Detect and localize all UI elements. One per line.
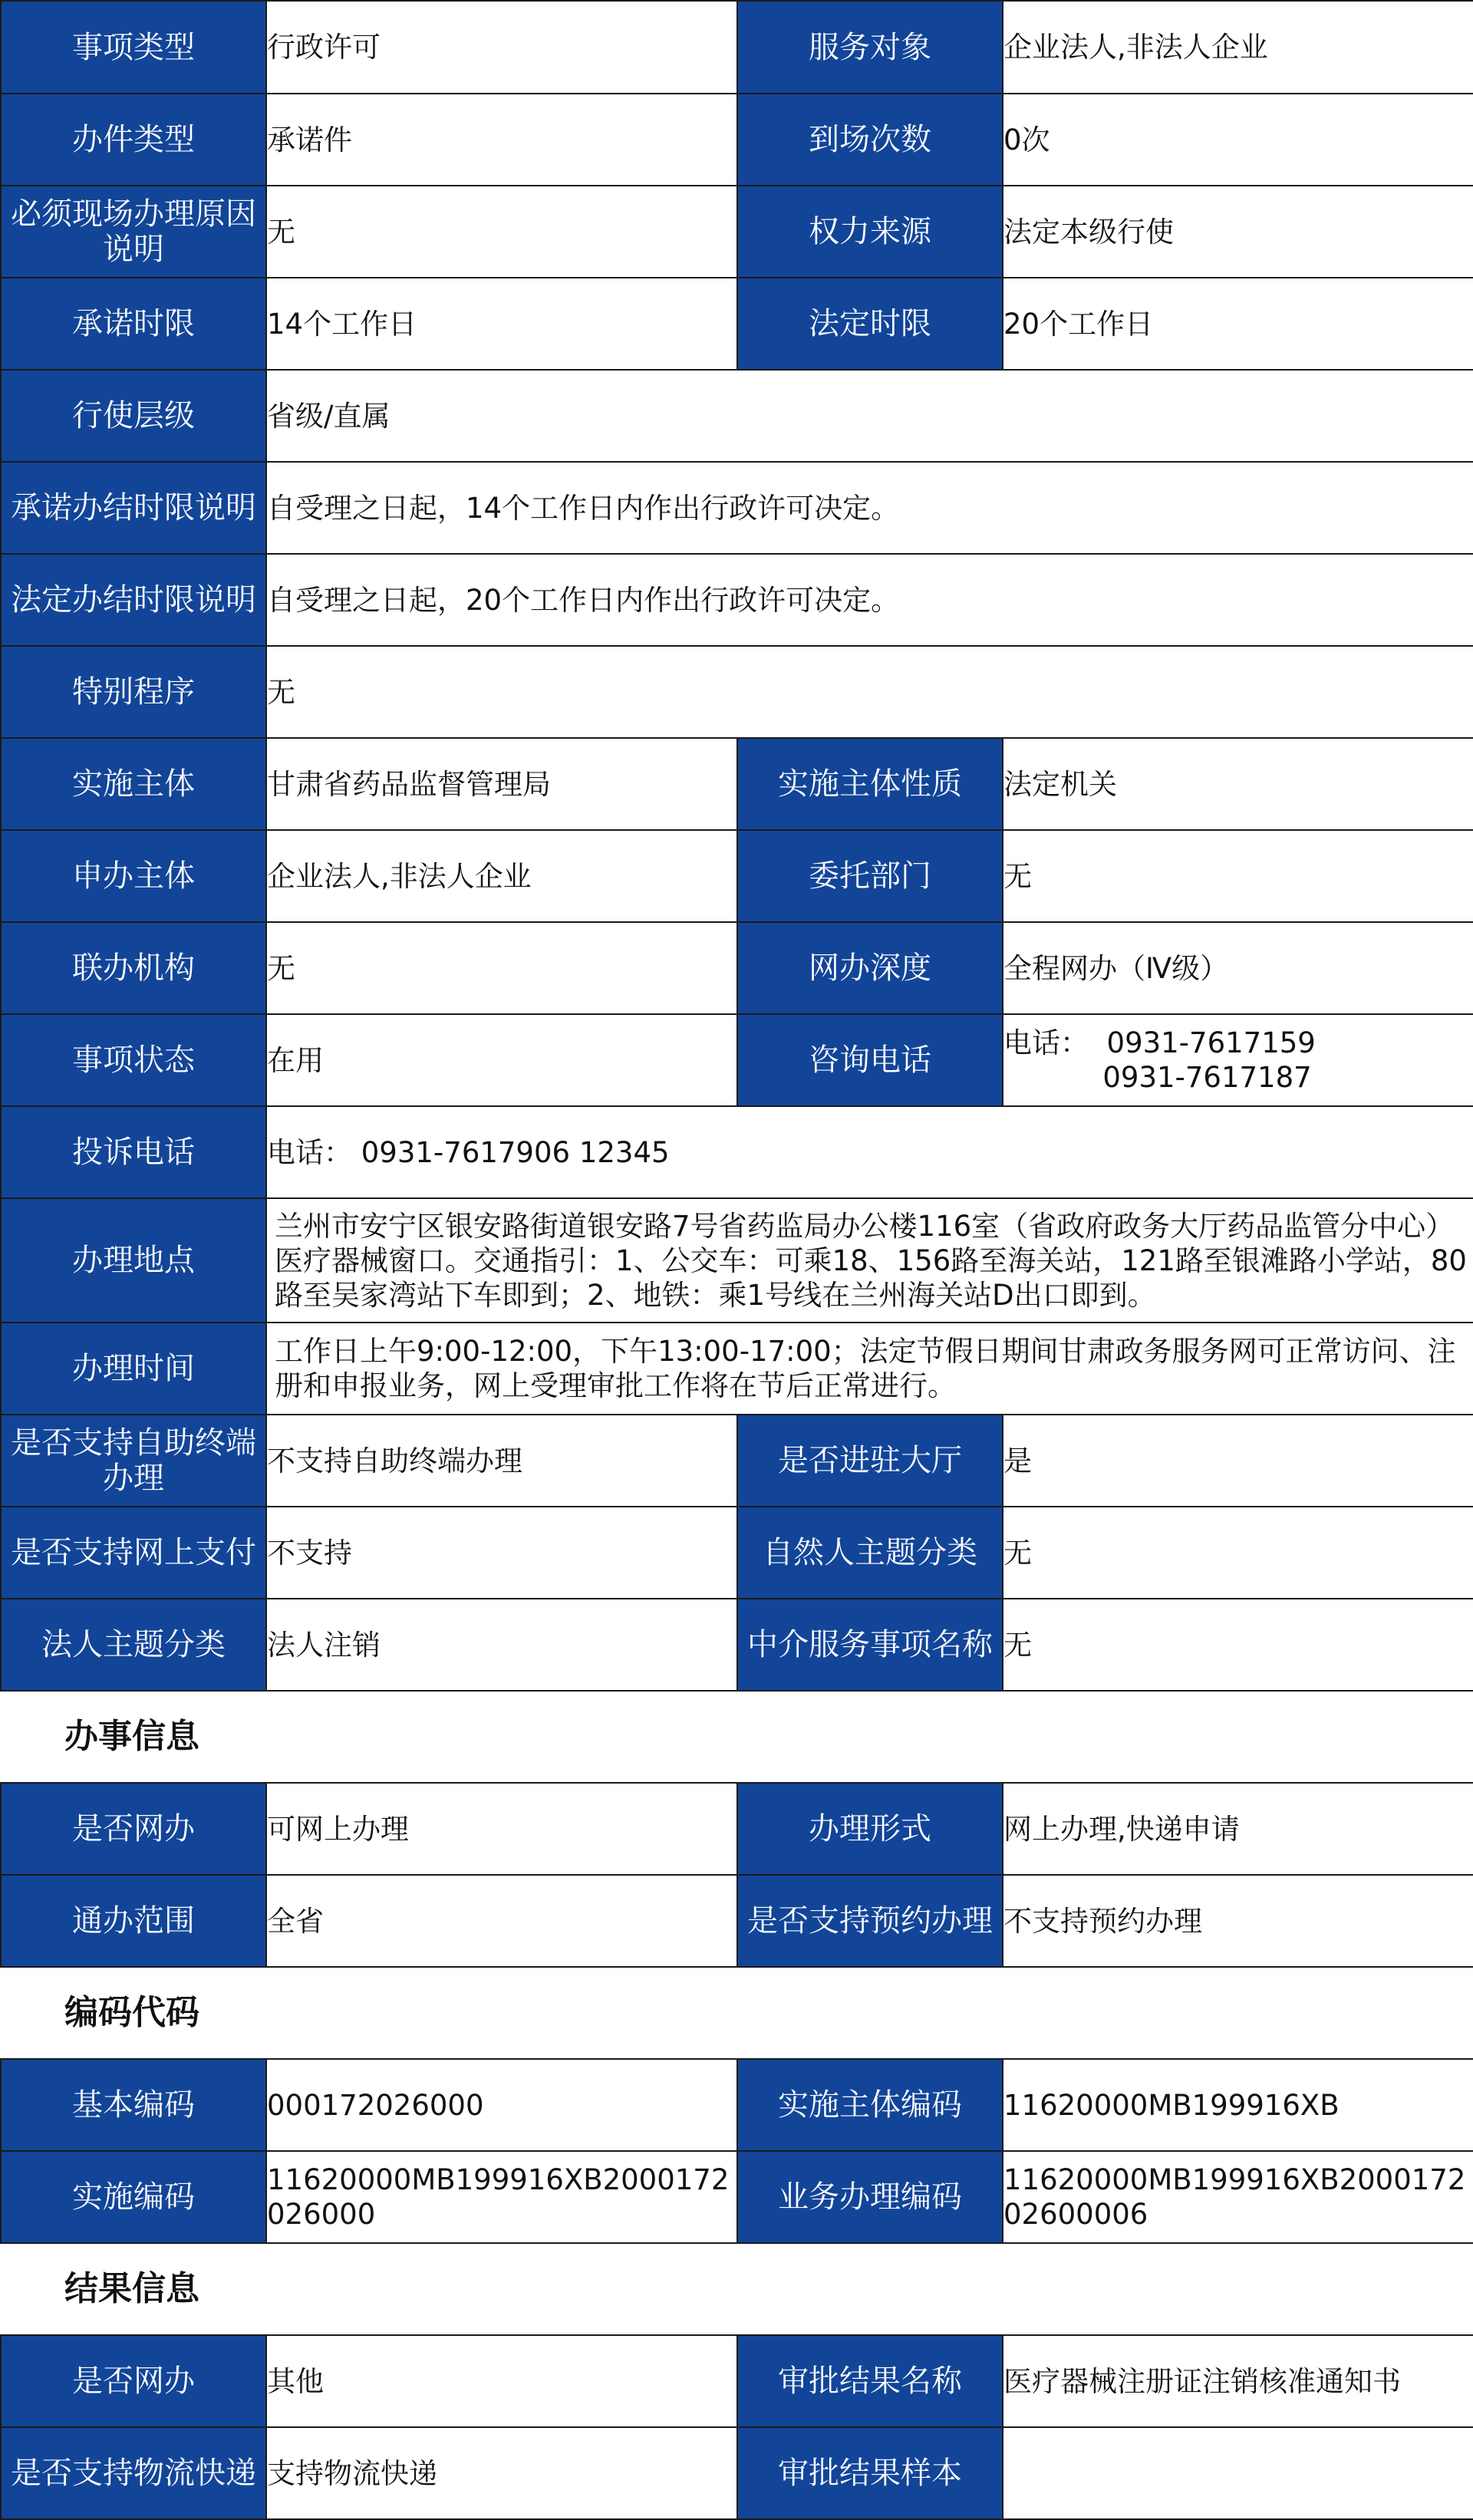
sample-label: 审批结果样本 bbox=[737, 2427, 1003, 2519]
person-theme-label: 自然人主题分类 bbox=[737, 1507, 1003, 1599]
table-row bbox=[1, 1014, 1473, 1106]
online-pay-label: 是否支持网上支付 bbox=[1, 1507, 266, 1599]
onsite-reason-value: 无 bbox=[266, 186, 737, 278]
location-label: 办理地点 bbox=[1, 1198, 266, 1323]
result-online-label: 是否网办 bbox=[1, 2335, 266, 2427]
status-label: 事项状态 bbox=[1, 1014, 266, 1106]
scope-label: 通办范围 bbox=[1, 1875, 266, 1967]
legal-limit-label: 法定时限 bbox=[737, 278, 1003, 370]
result-online-value: 其他 bbox=[266, 2335, 737, 2427]
table-row bbox=[1, 2059, 1473, 2151]
in-hall-value: 是 bbox=[1003, 1415, 1473, 1507]
onsite-reason-label: 必须现场办理原因说明 bbox=[1, 186, 266, 278]
exercise-level-value: 省级/直属 bbox=[266, 370, 1473, 462]
codes-table bbox=[0, 2058, 1473, 2244]
handling-online-label: 是否网办 bbox=[1, 1783, 266, 1875]
online-depth-value: 全程网办（Ⅳ级） bbox=[1003, 922, 1473, 1014]
legal-desc-label: 法定办结时限说明 bbox=[1, 554, 266, 646]
table-row bbox=[1, 2427, 1473, 2519]
handling-info-table bbox=[0, 1782, 1473, 1968]
handling-info-heading: 办事信息 bbox=[64, 1717, 199, 1756]
logistics-label: 是否支持物流快递 bbox=[1, 2427, 266, 2519]
consult-phone-label: 咨询电话 bbox=[737, 1014, 1003, 1106]
table-row bbox=[1, 1106, 1473, 1198]
handling-online-value: 可网上办理 bbox=[266, 1783, 737, 1875]
scope-value: 全省 bbox=[266, 1875, 737, 1967]
subject-code-value: 11620000MB199916XB bbox=[1003, 2059, 1473, 2151]
status-value: 在用 bbox=[266, 1014, 737, 1106]
self-terminal-value: 不支持自助终端办理 bbox=[266, 1415, 737, 1507]
impl-subject-value: 甘肃省药品监督管理局 bbox=[266, 738, 737, 830]
table-row bbox=[1, 1415, 1473, 1507]
visits-value: 0次 bbox=[1003, 94, 1473, 186]
legal-theme-value: 法人注销 bbox=[266, 1599, 737, 1691]
case-type-value: 承诺件 bbox=[266, 94, 737, 186]
service-target-value: 企业法人,非法人企业 bbox=[1003, 1, 1473, 94]
impl-subject-label: 实施主体 bbox=[1, 738, 266, 830]
promise-limit-label: 承诺时限 bbox=[1, 278, 266, 370]
business-code-value: 11620000MB199916XB200017202600006 bbox=[1003, 2151, 1473, 2243]
appointment-label: 是否支持预约办理 bbox=[737, 1875, 1003, 1967]
power-source-label: 权力来源 bbox=[737, 186, 1003, 278]
legal-limit-value: 20个工作日 bbox=[1003, 278, 1473, 370]
agency-label: 中介服务事项名称 bbox=[737, 1599, 1003, 1691]
complaint-phone-value: 电话： 0931-7617906 12345 bbox=[266, 1106, 1473, 1198]
promise-desc-label: 承诺办结时限说明 bbox=[1, 462, 266, 554]
location-value: 兰州市安宁区银安路街道银安路7号省药监局办公楼116室（省政府政务大厅药品监管分中心）医疗器械窗口。交通指引：1、公交车：可乘18、156路至海关站，121路至银滩路小学站，80路至吴家湾站下车即到；2、地铁：乘1号线在兰州海关站D出口即到。 bbox=[266, 1198, 1473, 1323]
subject-code-label: 实施主体编码 bbox=[737, 2059, 1003, 2151]
joint-org-label: 联办机构 bbox=[1, 922, 266, 1014]
table-row bbox=[1, 1323, 1473, 1415]
service-target-label: 服务对象 bbox=[737, 1, 1003, 94]
result-name-label: 审批结果名称 bbox=[737, 2335, 1003, 2427]
agency-value: 无 bbox=[1003, 1599, 1473, 1691]
promise-desc-value: 自受理之日起，14个工作日内作出行政许可决定。 bbox=[266, 462, 1473, 554]
codes-heading: 编码代码 bbox=[64, 1993, 199, 2032]
promise-limit-value: 14个工作日 bbox=[266, 278, 737, 370]
impl-nature-label: 实施主体性质 bbox=[737, 738, 1003, 830]
item-type-label: 事项类型 bbox=[1, 1, 266, 94]
consult-phone-line: 电话： 0931-7617159 bbox=[1003, 1026, 1316, 1059]
legal-desc-value: 自受理之日起，20个工作日内作出行政许可决定。 bbox=[266, 554, 1473, 646]
exercise-level-label: 行使层级 bbox=[1, 370, 266, 462]
table-row bbox=[1, 646, 1473, 738]
basic-code-label: 基本编码 bbox=[1, 2059, 266, 2151]
online-depth-label: 网办深度 bbox=[737, 922, 1003, 1014]
self-terminal-label: 是否支持自助终端办理 bbox=[1, 1415, 266, 1507]
person-theme-value: 无 bbox=[1003, 1507, 1473, 1599]
hours-label: 办理时间 bbox=[1, 1323, 266, 1415]
table-row bbox=[1, 278, 1473, 370]
table-row bbox=[1, 554, 1473, 646]
basic-code-value: 000172026000 bbox=[266, 2059, 737, 2151]
impl-code-value: 11620000MB199916XB2000172026000 bbox=[266, 2151, 737, 2243]
table-row bbox=[1, 1507, 1473, 1599]
impl-nature-value: 法定机关 bbox=[1003, 738, 1473, 830]
handling-form-value: 网上办理,快递申请 bbox=[1003, 1783, 1473, 1875]
hours-value: 工作日上午9:00-12:00，下午13:00-17:00；法定节假日期间甘肃政务服务网可正常访问、注册和申报业务，网上受理审批工作将在节后正常进行。 bbox=[266, 1323, 1473, 1415]
result-info-heading: 结果信息 bbox=[64, 2269, 199, 2308]
table-row bbox=[1, 94, 1473, 186]
handling-form-label: 办理形式 bbox=[737, 1783, 1003, 1875]
table-row bbox=[1, 1, 1473, 94]
table-row bbox=[1, 2335, 1473, 2427]
legal-theme-label: 法人主题分类 bbox=[1, 1599, 266, 1691]
online-pay-value: 不支持 bbox=[266, 1507, 737, 1599]
entrusted-value: 无 bbox=[1003, 830, 1473, 922]
table-row bbox=[1, 830, 1473, 922]
table-row bbox=[1, 738, 1473, 830]
consult-phone-line: 0931-7617187 bbox=[1003, 1061, 1312, 1094]
entrusted-label: 委托部门 bbox=[737, 830, 1003, 922]
impl-code-label: 实施编码 bbox=[1, 2151, 266, 2243]
table-row bbox=[1, 1875, 1473, 1967]
table-row bbox=[1, 1198, 1473, 1323]
logistics-value: 支持物流快递 bbox=[266, 2427, 737, 2519]
case-type-label: 办件类型 bbox=[1, 94, 266, 186]
in-hall-label: 是否进驻大厅 bbox=[737, 1415, 1003, 1507]
item-type-value: 行政许可 bbox=[266, 1, 737, 94]
appointment-value: 不支持预约办理 bbox=[1003, 1875, 1473, 1967]
table-row bbox=[1, 370, 1473, 462]
joint-org-value: 无 bbox=[266, 922, 737, 1014]
table-row bbox=[1, 1599, 1473, 1691]
table-row bbox=[1, 922, 1473, 1014]
sample-value bbox=[1003, 2427, 1473, 2519]
table-row bbox=[1, 186, 1473, 278]
complaint-phone-label: 投诉电话 bbox=[1, 1106, 266, 1198]
result-name-value: 医疗器械注册证注销核准通知书 bbox=[1003, 2335, 1473, 2427]
visits-label: 到场次数 bbox=[737, 94, 1003, 186]
business-code-label: 业务办理编码 bbox=[737, 2151, 1003, 2243]
special-procedure-value: 无 bbox=[266, 646, 1473, 738]
consult-phone-value bbox=[1003, 1014, 1473, 1106]
applicant-value: 企业法人,非法人企业 bbox=[266, 830, 737, 922]
applicant-label: 申办主体 bbox=[1, 830, 266, 922]
special-procedure-label: 特别程序 bbox=[1, 646, 266, 738]
table-row bbox=[1, 462, 1473, 554]
power-source-value: 法定本级行使 bbox=[1003, 186, 1473, 278]
result-info-table bbox=[0, 2334, 1473, 2520]
table-row bbox=[1, 1783, 1473, 1875]
table-row bbox=[1, 2151, 1473, 2243]
